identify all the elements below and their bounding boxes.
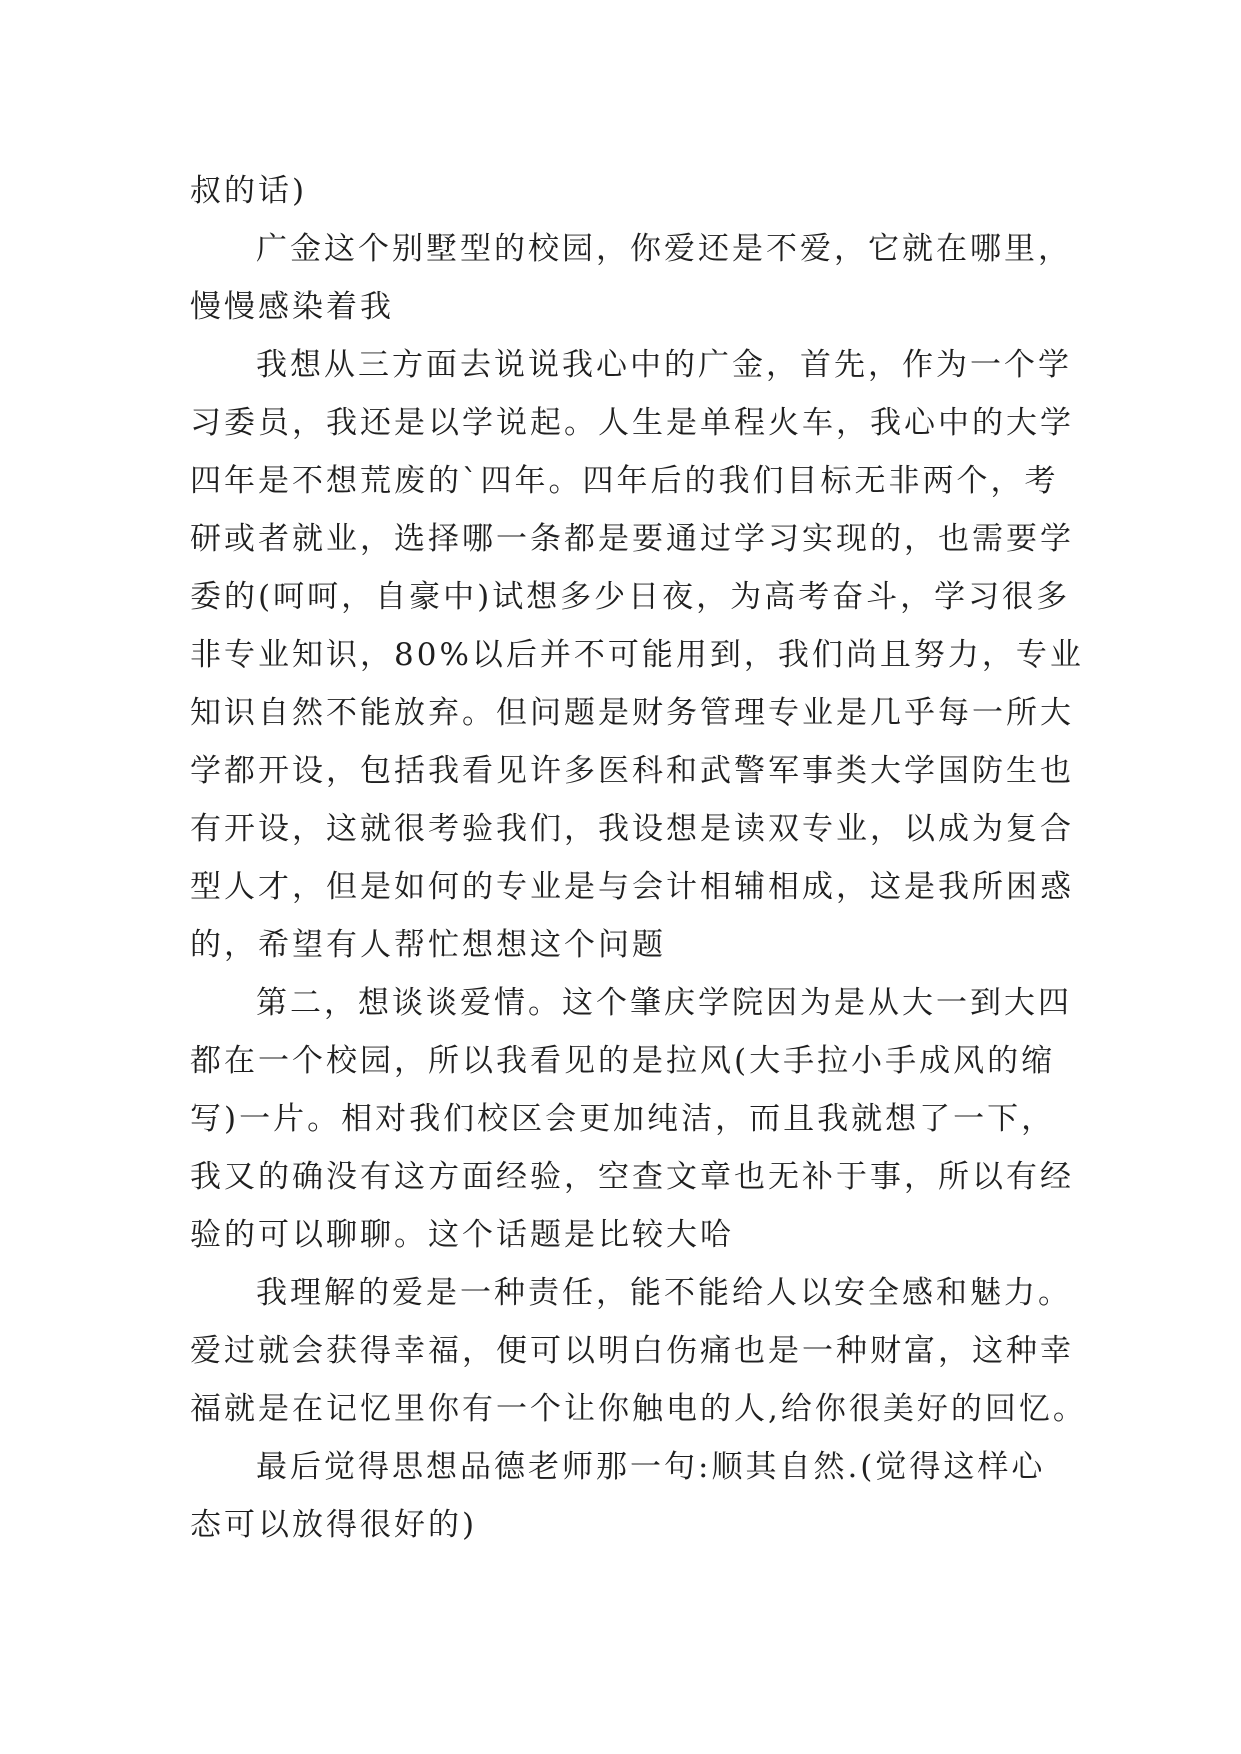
text-line: 叔的话) <box>190 173 308 209</box>
text-line: 我又的确没有这方面经验，空查文章也无补于事，所以有经 <box>190 1159 1074 1195</box>
text-line: 第二，想谈谈爱情。这个肇庆学院因为是从大一到大四 <box>256 985 1072 1021</box>
text-line: 四年是不想荒废的`四年。四年后的我们目标无非两个，考 <box>190 463 1059 499</box>
text-line: 福就是在记忆里你有一个让你触电的人,给你很美好的回忆。 <box>190 1391 1087 1427</box>
text-line: 验的可以聊聊。这个话题是比较大哈 <box>190 1217 734 1253</box>
text-line: 都在一个校园，所以我看见的是拉风(大手拉小手成风的缩 <box>190 1043 1056 1079</box>
text-line: 习委员，我还是以学说起。人生是单程火车，我心中的大学 <box>190 405 1074 441</box>
text-line: 态可以放得很好的) <box>190 1507 478 1543</box>
text-line: 非专业知识，80%以后并不可能用到，我们尚且努力，专业 <box>190 637 1084 673</box>
document-body <box>190 162 1090 1554</box>
text-line: 我理解的爱是一种责任，能不能给人以安全感和魅力。 <box>256 1275 1072 1311</box>
text-line: 广金这个别墅型的校园，你爱还是不爱，它就在哪里， <box>256 231 1072 267</box>
text-line: 委的(呵呵，自豪中)试想多少日夜，为高考奋斗，学习很多 <box>190 579 1071 615</box>
text-line: 的，希望有人帮忙想想这个问题 <box>190 927 666 963</box>
text-line: 慢慢感染着我 <box>190 289 394 325</box>
text-line: 知识自然不能放弃。但问题是财务管理专业是几乎每一所大 <box>190 695 1074 731</box>
text-line: 爱过就会获得幸福，便可以明白伤痛也是一种财富，这种幸 <box>190 1333 1074 1369</box>
text-line: 研或者就业，选择哪一条都是要通过学习实现的，也需要学 <box>190 521 1074 557</box>
text-line: 最后觉得思想品德老师那一句:顺其自然.(觉得这样心 <box>256 1449 1046 1485</box>
text-line: 写)一片。相对我们校区会更加纯洁，而且我就想了一下， <box>190 1101 1056 1137</box>
text-line: 学都开设，包括我看见许多医科和武警军事类大学国防生也 <box>190 753 1074 789</box>
text-line: 有开设，这就很考验我们，我设想是读双专业，以成为复合 <box>190 811 1074 847</box>
text-line: 型人才，但是如何的专业是与会计相辅相成，这是我所困惑 <box>190 869 1074 905</box>
text-line: 我想从三方面去说说我心中的广金，首先，作为一个学 <box>256 347 1072 383</box>
